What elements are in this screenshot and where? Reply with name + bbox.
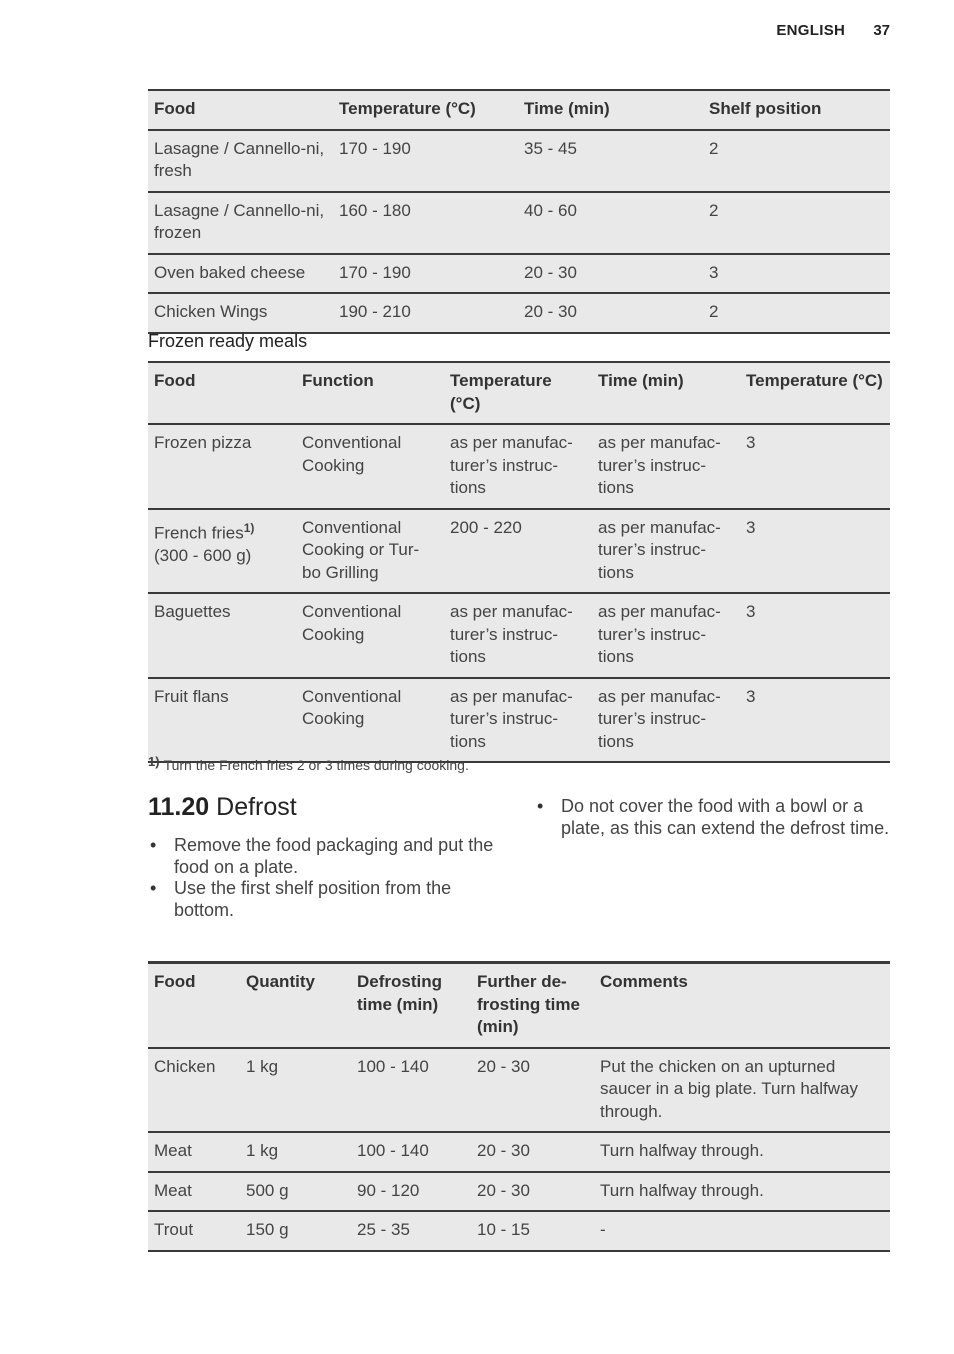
- table-cell: Turn halfway through.: [594, 1132, 890, 1172]
- table-row: [148, 192, 890, 254]
- table-cell: 10 - 15: [471, 1211, 594, 1251]
- table-header-row: [148, 362, 890, 424]
- table-row: [148, 593, 890, 678]
- table-cell: 170 - 190: [333, 254, 518, 294]
- table-cell: 2: [703, 130, 890, 192]
- table-cell: 2: [703, 293, 890, 333]
- table-cell: 3: [740, 678, 890, 763]
- table-row: [148, 424, 890, 509]
- table-cell: 2: [703, 192, 890, 254]
- frozen-meals-table: [148, 361, 890, 763]
- table-cell: as per manufac-turer’s instruc-tions: [444, 424, 592, 509]
- table-cell: 25 - 35: [351, 1211, 471, 1251]
- page-number: 37: [873, 22, 890, 39]
- table-cell: 90 - 120: [351, 1172, 471, 1212]
- table-row: [148, 293, 890, 333]
- table-cell: Lasagne / Cannello-ni, frozen: [148, 192, 333, 254]
- table-cell: as per manufac-turer’s instruc-tions: [444, 678, 592, 763]
- cooking-table: [148, 89, 890, 334]
- table-cell: Conventional Cooking: [296, 424, 444, 509]
- section-number: 11.20: [148, 793, 210, 821]
- table-cell: -: [594, 1211, 890, 1251]
- footnote-marker: 1): [243, 520, 255, 535]
- table-cell: 100 - 140: [351, 1132, 471, 1172]
- table-row: [148, 678, 890, 763]
- food-name: French fries: [154, 523, 244, 543]
- table-cell: Frozen pizza: [148, 424, 296, 509]
- footnote: [148, 754, 469, 773]
- table-row: [148, 254, 890, 294]
- column-header: Time (min): [518, 90, 703, 130]
- column-header: Food: [148, 963, 240, 1048]
- instructions-list: [535, 796, 895, 839]
- page-header: [776, 22, 890, 39]
- table-cell: 35 - 45: [518, 130, 703, 192]
- table-cell: Oven baked cheese: [148, 254, 333, 294]
- table-cell: 1 kg: [240, 1132, 351, 1172]
- column-header: Quantity: [240, 963, 351, 1048]
- frozen-meals-title: Frozen ready meals: [148, 331, 308, 351]
- table-cell: 200 - 220: [444, 509, 592, 594]
- column-header: Food: [148, 362, 296, 424]
- table-row: [148, 1132, 890, 1172]
- table-cell: 20 - 30: [471, 1132, 594, 1172]
- table-cell: 500 g: [240, 1172, 351, 1212]
- table-cell: Conventional Cooking or Tur-bo Grilling: [296, 509, 444, 594]
- column-header: Temperature (°C): [333, 90, 518, 130]
- table-cell: Trout: [148, 1211, 240, 1251]
- table-cell: Turn halfway through.: [594, 1172, 890, 1212]
- table-cell: 3: [740, 593, 890, 678]
- column-header: Temperature (°C): [444, 362, 592, 424]
- table-cell: 170 - 190: [333, 130, 518, 192]
- section-name: Defrost: [216, 793, 297, 821]
- table-cell: 100 - 140: [351, 1048, 471, 1133]
- column-header: Further de-frosting time (min): [471, 963, 594, 1048]
- table-cell: Conventional Cooking: [296, 593, 444, 678]
- table-row: [148, 1172, 890, 1212]
- language-label: ENGLISH: [776, 22, 846, 39]
- table-cell: as per manufac-turer’s instruc-tions: [592, 593, 740, 678]
- table-cell: 20 - 30: [518, 293, 703, 333]
- column-header: Defrosting time (min): [351, 963, 471, 1048]
- table-cell: 3: [703, 254, 890, 294]
- table-cell: Chicken: [148, 1048, 240, 1133]
- table-cell: 190 - 210: [333, 293, 518, 333]
- table-row: [148, 1048, 890, 1133]
- defrost-table: [148, 961, 890, 1252]
- list-item: • Remove the food packaging and put the food on a plate.: [148, 835, 508, 878]
- table-cell: 3: [740, 424, 890, 509]
- table-cell: [148, 509, 296, 594]
- table-row: [148, 130, 890, 192]
- table-cell: 3: [740, 509, 890, 594]
- table-cell: Lasagne / Cannello-ni, fresh: [148, 130, 333, 192]
- table-cell: 1 kg: [240, 1048, 351, 1133]
- table-cell: 20 - 30: [471, 1048, 594, 1133]
- table-cell: 40 - 60: [518, 192, 703, 254]
- table-cell: 20 - 30: [518, 254, 703, 294]
- table-cell: as per manufac-turer’s instruc-tions: [592, 424, 740, 509]
- instructions-list: [148, 835, 508, 921]
- footnote-text: Turn the French fries 2 or 3 times during cooking.: [163, 757, 469, 773]
- table-row: [148, 509, 890, 594]
- table-cell: 20 - 30: [471, 1172, 594, 1212]
- table-cell: Fruit flans: [148, 678, 296, 763]
- column-header: Food: [148, 90, 333, 130]
- column-header: Function: [296, 362, 444, 424]
- list-item: • Do not cover the food with a bowl or a plate, as this can extend the defrost time.: [535, 796, 895, 839]
- table-cell: as per manufac-turer’s instruc-tions: [444, 593, 592, 678]
- table-cell: 160 - 180: [333, 192, 518, 254]
- column-header: Shelf position: [703, 90, 890, 130]
- table-cell: Meat: [148, 1172, 240, 1212]
- table-cell: Conventional Cooking: [296, 678, 444, 763]
- table-cell: 150 g: [240, 1211, 351, 1251]
- table-row: [148, 1211, 890, 1251]
- food-quantity: (300 - 600 g): [154, 545, 252, 565]
- table-cell: Put the chicken on an upturned saucer in a big plate. Turn halfway through.: [594, 1048, 890, 1133]
- table-header-row: [148, 963, 890, 1048]
- section-title: [148, 793, 297, 822]
- table-cell: Chicken Wings: [148, 293, 333, 333]
- column-header: Temperature (°C): [740, 362, 890, 424]
- table-header-row: [148, 90, 890, 130]
- table-cell: as per manufac-turer’s instruc-tions: [592, 509, 740, 594]
- table-cell: Meat: [148, 1132, 240, 1172]
- table-cell: as per manufac-turer’s instruc-tions: [592, 678, 740, 763]
- column-header: Comments: [594, 963, 890, 1048]
- column-header: Time (min): [592, 362, 740, 424]
- footnote-marker: 1): [148, 754, 160, 769]
- list-item: • Use the first shelf position from the bottom.: [148, 878, 508, 921]
- table-cell: Baguettes: [148, 593, 296, 678]
